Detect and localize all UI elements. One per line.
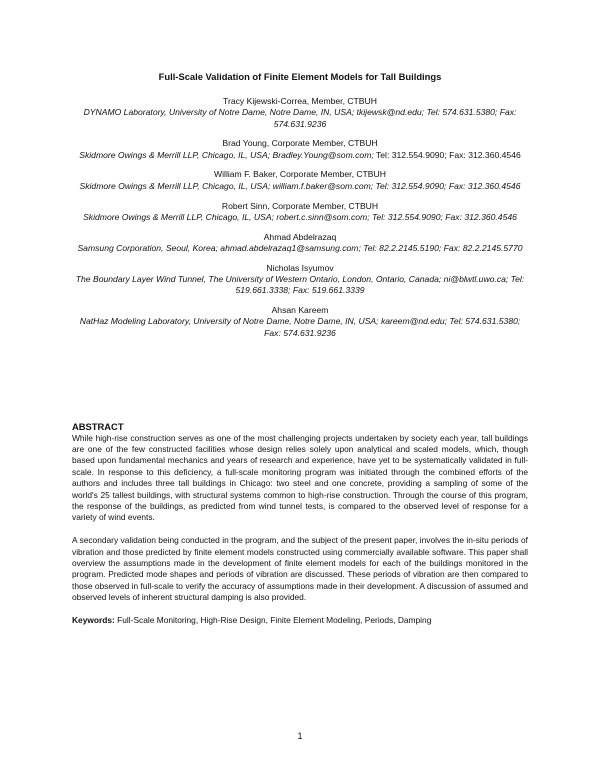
abstract-heading: ABSTRACT	[72, 421, 124, 432]
author-affiliation	[74, 150, 526, 161]
abstract-paragraph: While high-rise construction serves as one of the most challenging projects undertaken by society each year, tall buildings are one of the few constructed facilities whose design relies solely upon analytical and scaled models, which, though based upon fundamental mechanics and years of research and experience, have yet to be systematically validated in full-scale. In response to this deficiency, a full-scale monitoring program was initiated through the combined efforts of the authors and includes three tall buildings in Chicago: two steel and one concrete, providing a sampling of some of the world's 25 tallest buildings, with structural systems common to high-rise construction. Through the course of this program, the response of the buildings, as predicted from wind tunnel tests, is compared to the observed level of response for a variety of wind events.	[72, 432, 528, 523]
paper-title: Full-Scale Validation of Finite Element Models for Tall Buildings	[158, 71, 442, 82]
author-block	[74, 201, 526, 224]
author-block	[74, 232, 526, 255]
author-list	[74, 96, 526, 348]
author-affiliation-contact: Tel: 312.554.9090; Fax: 312.360.4546	[373, 149, 521, 160]
author-block	[74, 305, 526, 339]
author-name: Brad Young, Corporate Member, CTBUH	[222, 138, 378, 149]
author-name: Tracy Kijewski-Correa, Member, CTBUH	[223, 96, 377, 106]
author-affiliation: Skidmore Owings & Merrill LLP, Chicago, IL, USA; robert.c.sinn@som.com; Tel: 312.554.9090; Fax: 312.360.4546	[83, 211, 517, 222]
author-affiliation: The Boundary Layer Wind Tunnel, The University of Western Ontario, London, Ontario, Canada; ni@blwtl.uwo.ca; Tel: 519.661.3338; Fax: 519.661.3339	[75, 274, 525, 296]
author-name: Nicholas Isyumov	[266, 262, 334, 273]
author-affiliation: DYNAMO Laboratory, University of Notre Dame, Notre Dame, IN, USA; tkijewsk@nd.edu; Tel: 574.631.5380; Fax: 574.631.9236	[83, 107, 517, 129]
author-name: Ahsan Kareem	[271, 305, 329, 316]
author-block	[74, 96, 526, 130]
author-affiliation-italic: Skidmore Owings & Merrill LLP, Chicago, IL, USA; Bradley.Young@som.com;	[79, 149, 374, 160]
author-block	[74, 169, 526, 192]
author-name: William F. Baker, Corporate Member, CTBUH	[214, 169, 386, 180]
abstract-section	[72, 421, 528, 626]
author-name: Robert Sinn, Corporate Member, CTBUH	[221, 200, 379, 211]
author-affiliation: NatHaz Modeling Laboratory, University of Notre Dame, Notre Dame, IN, USA; kareem@nd.edu; Tel: 574.631.5380; Fax: 574.631.9236	[79, 316, 521, 338]
author-name: Ahmad Abdelrazaq	[263, 231, 337, 242]
author-block	[74, 263, 526, 297]
keywords-text: Full-Scale Monitoring, High-Rise Design, Finite Element Modeling, Periods, Damping	[114, 614, 432, 625]
keywords-line	[72, 615, 528, 626]
author-affiliation: Skidmore Owings & Merrill LLP, Chicago, IL, USA; william.f.baker@som.com; Tel: 312.554.9090; Fax: 312.360.4546	[79, 180, 521, 191]
page-number: 1	[297, 731, 303, 741]
author-affiliation: Samsung Corporation, Seoul, Korea; ahmad.abdelrazaq1@samsung.com; Tel: 82.2.2145.5190; Fax: 82.2.2145.5770	[77, 242, 523, 253]
author-block	[74, 138, 526, 161]
abstract-paragraph: A secondary validation being conducted in the program, and the subject of the present paper, involves the in-situ periods of vibration and those predicted by finite element models constructed using commercially available software. This paper shall overview the assumptions made in the development of finite element models for each of the buildings monitored in the program. Predicted mode shapes and periods of vibration are discussed. These periods of vibration are then compared to those observed in full-scale to verify the accuracy of assumptions made in their development. A discussion of assumed and observed levels of inherent structural damping is also provided.	[72, 535, 528, 603]
keywords-label: Keywords:	[72, 614, 115, 625]
